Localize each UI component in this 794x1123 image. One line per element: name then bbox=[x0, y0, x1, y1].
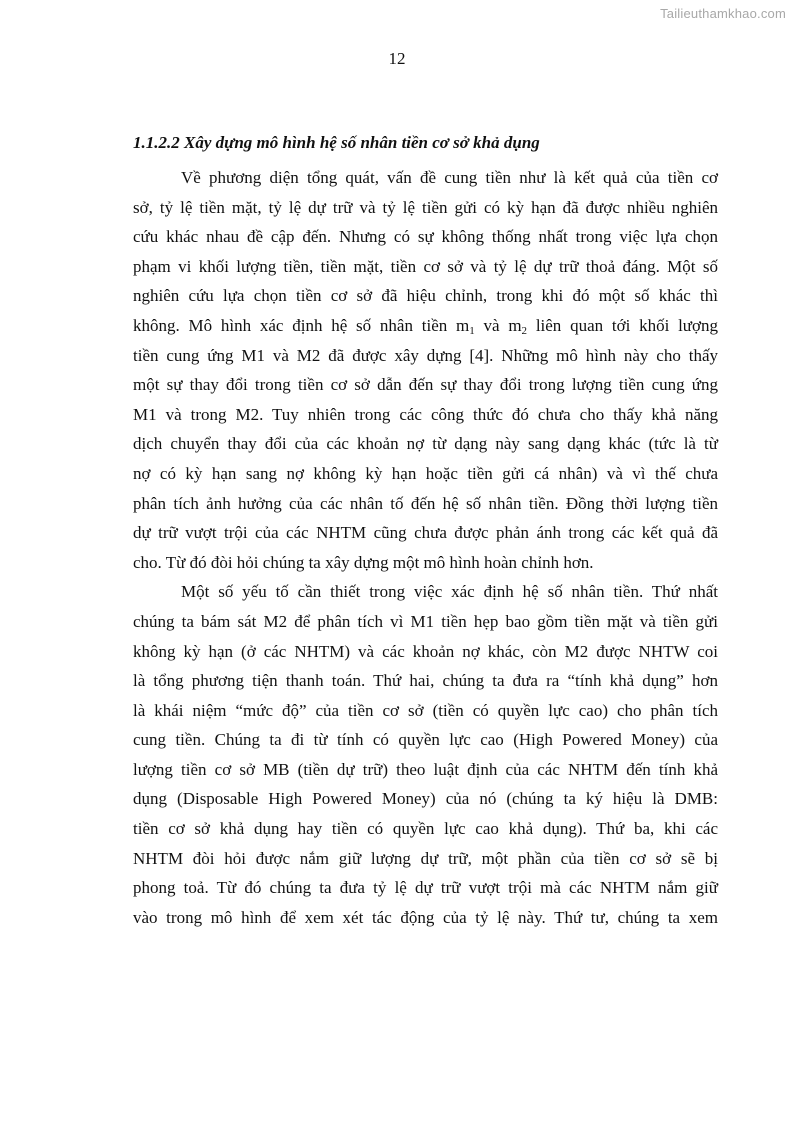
text-line: dịch chuyển thay đổi của các khoản nợ từ dạng này sang dạng khác (tức là từ bbox=[133, 434, 718, 454]
text-line: tiền cung ứng M1 và M2 đã được xây dựng [4]. Những mô hình này cho thấy bbox=[133, 345, 718, 365]
text-line: phạm vi khối lượng tiền, tiền mặt, tiền cơ sở và tỷ lệ dự trữ thoả đáng. Một số bbox=[133, 256, 718, 276]
text-line: nợ có kỳ hạn sang nợ không kỳ hạn hoặc tiền gửi cá nhân) và vì thế chưa bbox=[133, 463, 718, 483]
text-line: sở, tỷ lệ tiền mặt, tỷ lệ dự trữ và tỷ lệ tiền gửi có kỳ hạn đã được nhiều nghiên bbox=[133, 197, 718, 217]
paragraph-2 bbox=[133, 577, 718, 932]
text-line: phân tích ảnh hưởng của các nhân tố đến hệ số nhân tiền. Đồng thời lượng tiền bbox=[133, 493, 718, 513]
text-line: một sự thay đổi trong tiền cơ sở dẫn đến sự thay đổi trong lượng tiền cung ứng bbox=[133, 375, 718, 395]
subscript: 1 bbox=[469, 324, 475, 337]
text-line: vào trong mô hình để xem xét tác động của tỷ lệ này. Thứ tư, chúng ta xem bbox=[133, 907, 718, 927]
line-text: liên quan tới khối lượng bbox=[527, 315, 719, 335]
text-line: Về phương diện tổng quát, vấn đề cung tiền như là kết quả của tiền cơ bbox=[181, 168, 718, 187]
text-line: dự trữ vượt trội của các NHTM cũng chưa được phản ánh trong các kết quả đã bbox=[133, 523, 718, 543]
line-text: và m bbox=[474, 315, 522, 335]
watermark: Tailieuthamkhao.com bbox=[660, 6, 786, 21]
text-line: là khái niệm “mức độ” của tiền cơ sở (tiền có quyền lực cao) cho phân tích bbox=[133, 700, 718, 720]
text-line: cung tiền. Chúng ta đi từ tính có quyền lực cao (High Powered Money) của bbox=[133, 730, 718, 750]
text-line: chúng ta bám sát M2 để phân tích vì M1 tiền hẹp bao gồm tiền mặt và tiền gửi bbox=[133, 611, 718, 631]
line-text: không. Mô hình xác định hệ số nhân tiền m bbox=[133, 315, 470, 335]
text-line: Một số yếu tố cần thiết trong việc xác định hệ số nhân tiền. Thứ nhất bbox=[181, 582, 718, 602]
text-line: là tổng phương tiện thanh toán. Thứ hai, chúng ta đưa ra “tính khả dụng” hơn bbox=[133, 671, 718, 691]
section-heading: 1.1.2.2 Xây dựng mô hình hệ số nhân tiền cơ sở khả dụng bbox=[133, 133, 540, 152]
text-line: lượng tiền cơ sở MB (tiền dự trữ) theo luật định của các NHTM đến tính khả bbox=[133, 759, 718, 779]
text-line: nghiên cứu lựa chọn tiền cơ sở đã hiệu chỉnh, trong khi đó một số khác thì bbox=[133, 286, 718, 306]
text-line: cho. Từ đó đòi hỏi chúng ta xây dựng một mô hình hoàn chỉnh hơn. bbox=[133, 552, 594, 572]
document-body bbox=[133, 163, 718, 932]
text-line: dụng (Disposable High Powered Money) của nó (chúng ta ký hiệu là DMB: bbox=[133, 789, 718, 809]
text-line: tiền cơ sở khả dụng hay tiền có quyền lực cao khả dụng). Thứ ba, khi các bbox=[133, 819, 718, 839]
text-line: cứu khác nhau đề cập đến. Nhưng có sự không thống nhất trong việc lựa chọn bbox=[133, 227, 718, 247]
paragraph-1 bbox=[133, 163, 718, 577]
text-line: không kỳ hạn (ở các NHTM) và các khoản nợ khác, còn M2 được NHTW coi bbox=[133, 641, 718, 661]
page-number: 12 bbox=[388, 49, 406, 68]
text-line-with-subscripts bbox=[133, 311, 718, 341]
text-line: NHTM đòi hỏi được nắm giữ lượng dự trữ, một phần của tiền cơ sở sẽ bị bbox=[133, 848, 718, 868]
text-line: M1 và trong M2. Tuy nhiên trong các công thức đó chưa cho thấy khả năng bbox=[133, 404, 718, 424]
text-line: phong toả. Từ đó chúng ta đưa tỷ lệ dự trữ vượt trội mà các NHTM nắm giữ bbox=[133, 878, 718, 898]
subscript: 2 bbox=[521, 324, 528, 337]
